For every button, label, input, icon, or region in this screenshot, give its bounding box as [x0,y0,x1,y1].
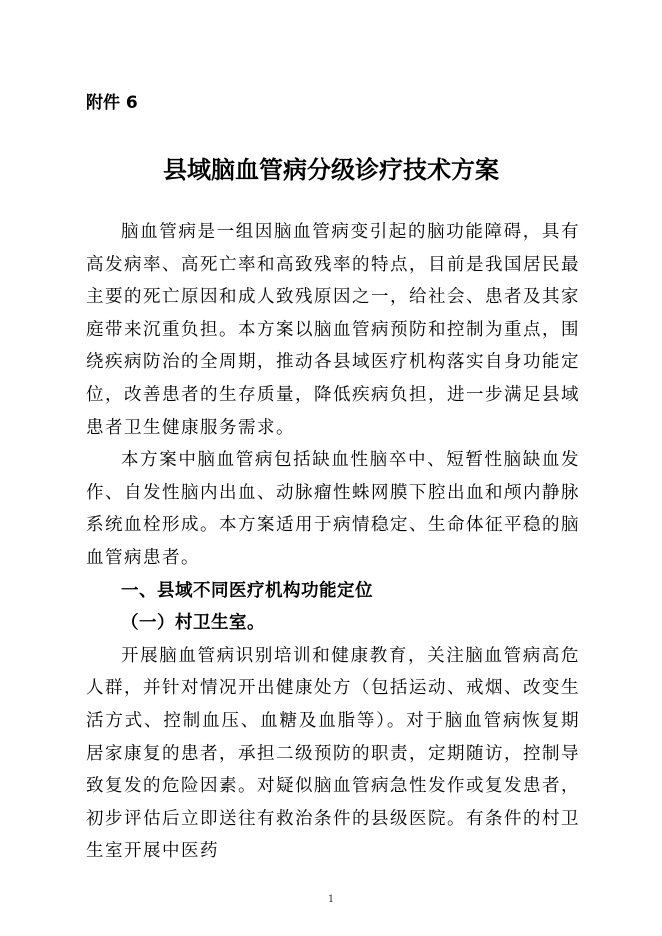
paragraph-intro: 脑血管病是一组因脑血管病变引起的脑功能障碍，具有高发病率、高死亡率和高致残率的特点，目前是我国居民最主要的死亡原因和成人致残原因之一，给社会、患者及其家庭带来沉重负担。本方案以脑血管病预防和控制为重点，围绕疾病防治的全周期，推动各县域医疗机构落实自身功能定位，改善患者的生存质量，降低疾病负担，进一步满足县域患者卫生健康服务需求。 [86,222,580,438]
paragraph-scope: 本方案中脑血管病包括缺血性脑卒中、短暂性脑缺血发作、自发性脑内出血、动脉瘤性蛛网膜下腔出血和颅内静脉系统血栓形成。本方案适用于病情稳定、生命体征平稳的脑血管病患者。 [86,450,580,568]
paragraph-village-clinic: 开展脑血管病识别培训和健康教育，关注脑血管病高危人群，并针对情况开出健康处方（包括运动、戒烟、改变生活方式、控制血压、血糖及血脂等）。对于脑血管病恢复期居家康复的患者，承担二级预防的职责，定期随访，控制导致复发的危险因素。对疑似脑血管病急性发作或复发患者，初步评估后立即送往有救治条件的县级医院。有条件的村卫生室开展中医药 [86,645,580,862]
document-title: 县域脑血管病分级诊疗技术方案 [163,156,499,184]
section-heading: 一、县域不同医疗机构功能定位 [121,580,373,601]
page-number: 1 [327,894,335,905]
attachment-label: 附件 6 [86,93,138,113]
subsection-heading: （一）村卫生室。 [121,613,265,634]
document-body [86,216,580,868]
